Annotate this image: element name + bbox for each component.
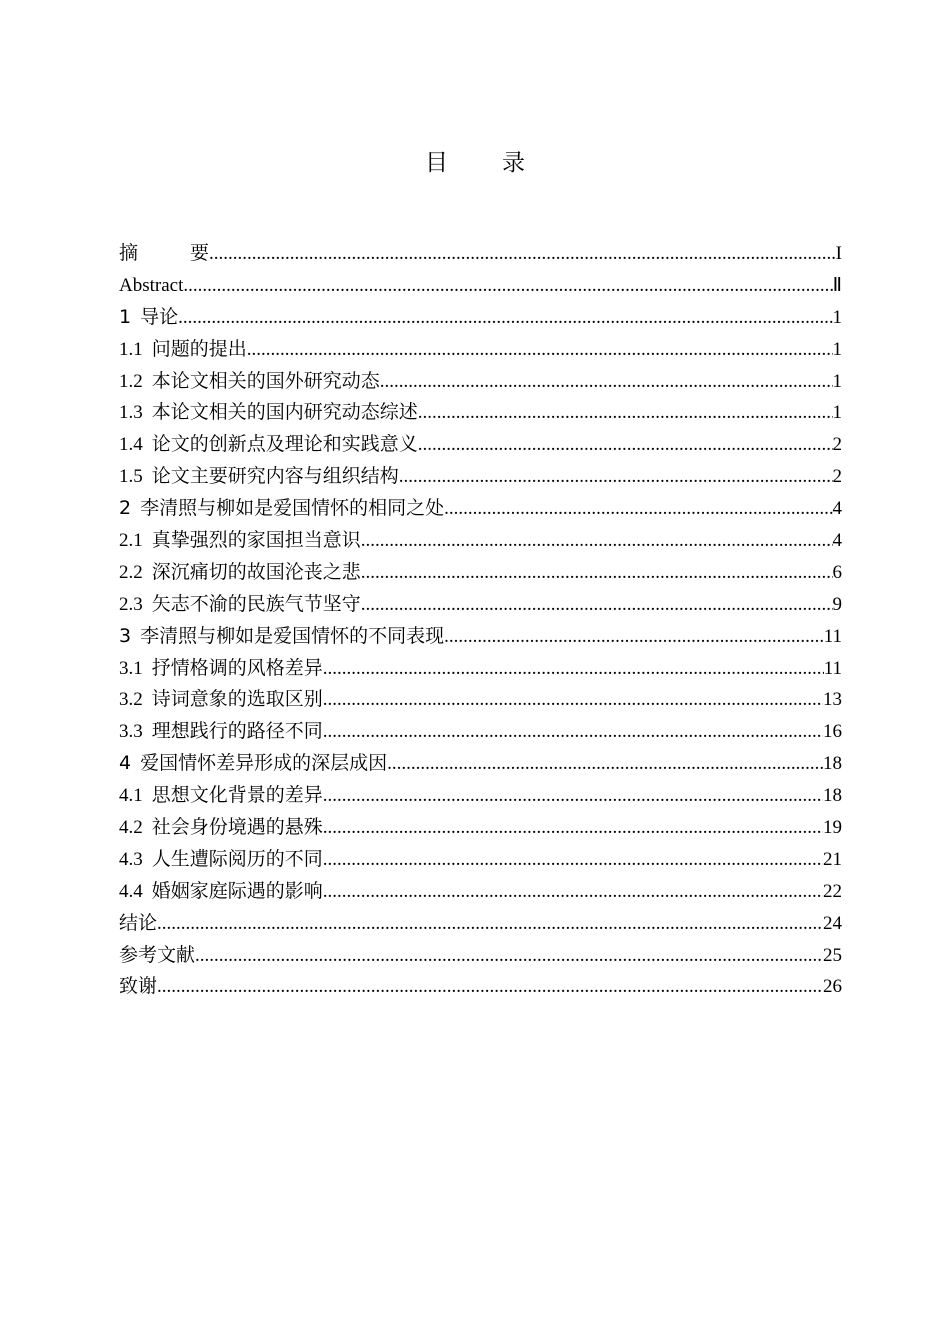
toc-entry-number: 1.4: [119, 434, 143, 456]
toc-entry-label: 真挚强烈的家国担当意识: [151, 529, 361, 552]
toc-entry-abstract-cn[interactable]: [119, 238, 842, 270]
toc-entry-abstract-en[interactable]: [119, 270, 842, 302]
toc-entry-section[interactable]: [119, 653, 842, 685]
toc-leader-dots: [323, 653, 824, 685]
toc-entry-label: 深沉痛切的故国沦丧之悲: [151, 560, 361, 583]
toc-entry-label: 社会身份境遇的悬殊: [151, 816, 323, 839]
toc-entry-section[interactable]: [119, 812, 842, 844]
toc-title-char-1: 目: [425, 150, 448, 176]
toc-entry-number: 2.3: [119, 593, 143, 615]
toc-entry-number: 3: [119, 624, 132, 647]
toc-entry-label: 问题的提出: [151, 337, 247, 360]
toc-entry-label: 抒情格调的风格差异: [151, 656, 323, 679]
toc-entry-chapter-3[interactable]: [119, 621, 842, 653]
toc-entry-label: Abstract: [119, 274, 184, 296]
toc-entry-label: 婚姻家庭际遇的影响: [151, 879, 323, 902]
toc-entry-number: 2.1: [119, 530, 143, 552]
toc-entry-number: 1.2: [119, 370, 143, 392]
toc-leader-dots: [380, 366, 833, 398]
toc-leader-dots: [323, 812, 823, 844]
toc-entry-number: 2: [119, 497, 132, 520]
toc-leader-dots: [444, 621, 824, 653]
toc-leader-dots: [183, 270, 832, 302]
toc-leader-dots: [361, 525, 833, 557]
toc-page-number: 11: [823, 625, 842, 647]
toc-entry-number: 1.3: [119, 402, 143, 424]
toc-entry-number: 4.1: [119, 785, 143, 807]
toc-entry-number: 1.1: [119, 338, 143, 360]
toc-entry-label: 本论文相关的国外研究动态: [151, 369, 380, 392]
toc-leader-dots: [418, 429, 833, 461]
toc-leader-dots: [418, 397, 833, 429]
toc-page-number: 1: [832, 370, 842, 392]
table-of-contents: [119, 238, 842, 1003]
toc-page-number: 2: [832, 434, 842, 456]
toc-entry-section[interactable]: [119, 334, 842, 366]
toc-page-number: Ⅱ: [832, 274, 842, 296]
toc-entry-label: 李清照与柳如是爱国情怀的不同表现: [140, 624, 445, 647]
toc-leader-dots: [178, 302, 832, 334]
toc-page-number: 22: [823, 880, 842, 902]
toc-entry-number: 1.5: [119, 466, 143, 488]
toc-entry-section[interactable]: [119, 876, 842, 908]
toc-leader-dots: [323, 684, 823, 716]
toc-entry-label: 矢志不渝的民族气节坚守: [151, 592, 361, 615]
toc-page-number: 1: [832, 306, 842, 328]
toc-page-number: 6: [832, 561, 842, 583]
toc-entry-section[interactable]: [119, 429, 842, 461]
toc-leader-dots: [444, 493, 832, 525]
toc-page-number: 18: [823, 785, 842, 807]
toc-leader-dots: [387, 748, 823, 780]
toc-entry-label: 李清照与柳如是爱国情怀的相同之处: [140, 497, 445, 520]
toc-page-number: 24: [823, 912, 842, 934]
toc-entry-acknowledgements[interactable]: [119, 971, 842, 1003]
toc-leader-dots: [399, 461, 833, 493]
toc-page-number: 26: [823, 976, 842, 998]
toc-entry-number: 3.3: [119, 721, 143, 743]
toc-entry-section[interactable]: [119, 780, 842, 812]
toc-page-number: 2: [832, 466, 842, 488]
toc-title: [0, 148, 950, 178]
toc-entry-section[interactable]: [119, 397, 842, 429]
toc-entry-section[interactable]: [119, 461, 842, 493]
toc-entry-number: 4.3: [119, 848, 143, 870]
toc-entry-chapter-1[interactable]: [119, 302, 842, 334]
toc-page-number: 4: [832, 530, 842, 552]
toc-entry-section[interactable]: [119, 589, 842, 621]
toc-entry-section[interactable]: [119, 716, 842, 748]
toc-entry-label: 论文主要研究内容与组织结构: [151, 465, 399, 488]
toc-entry-label: 思想文化背景的差异: [151, 784, 323, 807]
toc-entry-label: 参考文献: [119, 943, 196, 966]
toc-leader-dots: [361, 589, 833, 621]
toc-leader-dots: [323, 876, 823, 908]
toc-entry-label: 爱国情怀差异形成的深层成因: [140, 752, 388, 775]
toc-entry-label: 理想践行的路径不同: [151, 720, 323, 743]
toc-entry-label: 论文的创新点及理论和实践意义: [151, 433, 418, 456]
toc-page-number: 1: [832, 338, 842, 360]
toc-entry-number: 4.4: [119, 880, 143, 902]
toc-entry-number: 2.2: [119, 561, 143, 583]
toc-leader-dots: [247, 334, 833, 366]
toc-entry-number: 3.2: [119, 689, 143, 711]
toc-entry-label: 人生遭际阅历的不同: [151, 847, 323, 870]
toc-leader-dots: [323, 780, 823, 812]
toc-entry-number: 1: [119, 305, 132, 328]
toc-page-number: 4: [832, 498, 842, 520]
toc-page-number: 19: [823, 817, 842, 839]
toc-leader-dots: [157, 971, 823, 1003]
toc-page-number: 21: [823, 848, 842, 870]
toc-page-number: 16: [823, 721, 842, 743]
toc-entry-chapter-4[interactable]: [119, 748, 842, 780]
toc-page-number: I: [835, 243, 842, 264]
toc-leader-dots: [323, 716, 823, 748]
toc-entry-label: 摘 要: [119, 242, 210, 264]
toc-entry-conclusion[interactable]: [119, 908, 842, 940]
toc-entry-section[interactable]: [119, 684, 842, 716]
toc-leader-dots: [361, 557, 833, 589]
toc-page-number: 11: [823, 657, 842, 679]
toc-entry-section[interactable]: [119, 557, 842, 589]
toc-entry-section[interactable]: [119, 366, 842, 398]
toc-entry-label: 结论: [119, 911, 158, 934]
toc-entry-section[interactable]: [119, 844, 842, 876]
toc-page-number: 1: [832, 402, 842, 424]
toc-title-char-2: 录: [502, 150, 525, 176]
toc-entry-label: 诗词意象的选取区别: [151, 688, 323, 711]
toc-entry-chapter-2[interactable]: [119, 493, 842, 525]
toc-entry-section[interactable]: [119, 525, 842, 557]
toc-entry-number: 4.2: [119, 817, 143, 839]
toc-entry-references[interactable]: [119, 940, 842, 972]
toc-page-number: 13: [823, 689, 842, 711]
toc-leader-dots: [323, 844, 823, 876]
toc-page-number: 18: [823, 753, 842, 775]
toc-leader-dots: [157, 908, 823, 940]
toc-page-number: 9: [832, 593, 842, 615]
toc-leader-dots: [209, 238, 836, 270]
toc-leader-dots: [195, 940, 823, 972]
toc-entry-label: 本论文相关的国内研究动态综述: [151, 401, 418, 424]
toc-entry-number: 4: [119, 752, 132, 775]
toc-entry-label: 致谢: [119, 975, 158, 998]
toc-page-number: 25: [823, 944, 842, 966]
toc-entry-label: 导论: [140, 305, 179, 328]
toc-entry-number: 3.1: [119, 657, 143, 679]
